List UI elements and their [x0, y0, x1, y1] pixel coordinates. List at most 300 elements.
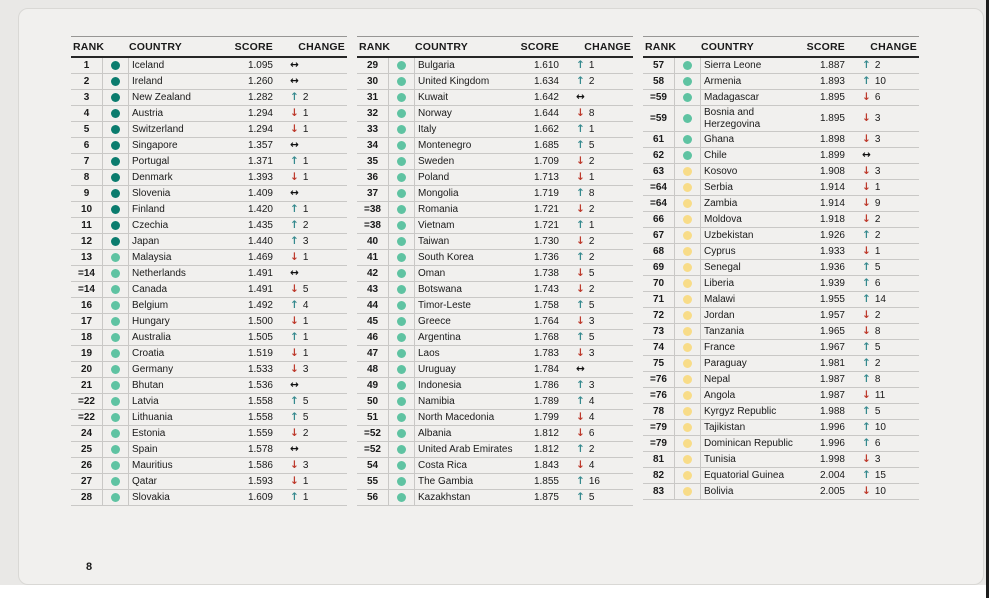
- score-cell: 1.967: [819, 342, 845, 353]
- peace-tier-dot-icon: [683, 77, 692, 86]
- rank-cell: 7: [71, 154, 103, 169]
- change-cell: [559, 252, 633, 263]
- change-value: 16: [588, 476, 600, 487]
- change-value: 1: [302, 476, 309, 487]
- score-cell: 1.768: [533, 332, 559, 343]
- change-value: 1: [302, 348, 309, 359]
- country-cell: Taiwan: [418, 235, 450, 247]
- country-cell: Tanzania: [704, 325, 745, 337]
- country-cell: Switzerland: [132, 123, 184, 135]
- country-cell: Iceland: [132, 59, 165, 71]
- dot-cell: [389, 442, 415, 457]
- peace-tier-dot-icon: [683, 471, 692, 480]
- peace-tier-dot-icon: [683, 407, 692, 416]
- dot-cell: [675, 388, 701, 403]
- table-row: [71, 298, 347, 314]
- change-value: 2: [302, 220, 309, 231]
- change-value: 2: [302, 428, 309, 439]
- rank-cell: 31: [357, 90, 389, 105]
- trend-arrow-icon: ↓: [576, 155, 585, 168]
- table-row: [357, 362, 633, 378]
- trend-arrow-icon: ↔: [290, 187, 299, 200]
- peace-tier-dot-icon: [397, 349, 406, 358]
- country-cell: Paraguay: [704, 357, 747, 369]
- peace-tier-dot-icon: [111, 285, 120, 294]
- rank-cell: 24: [71, 426, 103, 441]
- table-row: [357, 266, 633, 282]
- dot-cell: [675, 260, 701, 275]
- rank-cell: 10: [71, 202, 103, 217]
- score-cell: 1.662: [533, 124, 559, 135]
- peace-tier-dot-icon: [683, 327, 692, 336]
- peace-tier-dot-icon: [111, 189, 120, 198]
- change-cell: [845, 150, 919, 161]
- trend-arrow-icon: ↓: [862, 181, 871, 194]
- change-cell: [559, 92, 633, 103]
- rank-cell: 26: [71, 458, 103, 473]
- dot-cell: [103, 202, 129, 217]
- trend-arrow-icon: ↓: [576, 171, 585, 184]
- dot-cell: [675, 58, 701, 73]
- trend-arrow-icon: ↔: [290, 443, 299, 456]
- table-row: [71, 170, 347, 186]
- score-cell: 1.578: [247, 444, 273, 455]
- score-cell: 1.440: [247, 236, 273, 247]
- header-change-label: CHANGE: [298, 40, 345, 53]
- trend-arrow-icon: ↑: [290, 203, 299, 216]
- header-rank-label: RANK: [359, 40, 391, 53]
- change-cell: [559, 140, 633, 151]
- rank-cell: =38: [357, 202, 389, 217]
- table-row: [643, 484, 919, 500]
- country-cell: New Zealand: [132, 91, 191, 103]
- rank-cell: 16: [71, 298, 103, 313]
- trend-arrow-icon: ↑: [290, 299, 299, 312]
- country-cell: Namibia: [418, 395, 455, 407]
- change-cell: [845, 182, 919, 193]
- score-cell: 1.786: [533, 380, 559, 391]
- table-row: [357, 346, 633, 362]
- header-change-label: CHANGE: [870, 40, 917, 53]
- change-cell: [273, 76, 347, 87]
- peace-tier-dot-icon: [683, 295, 692, 304]
- change-cell: [273, 236, 347, 247]
- dot-cell: [675, 180, 701, 195]
- country-cell: Tunisia: [704, 453, 736, 465]
- country-cell: United Kingdom: [418, 75, 490, 87]
- header-score-label: SCORE: [234, 40, 273, 53]
- peace-tier-dot-icon: [111, 77, 120, 86]
- rank-cell: 58: [643, 74, 675, 89]
- change-cell: [845, 278, 919, 289]
- score-cell: 1.282: [247, 92, 273, 103]
- table-row: [643, 404, 919, 420]
- rank-cell: 49: [357, 378, 389, 393]
- dot-cell: [675, 372, 701, 387]
- country-cell: Botswana: [418, 283, 462, 295]
- score-cell: 1.586: [247, 460, 273, 471]
- tables-row: [71, 36, 919, 506]
- change-value: 1: [302, 204, 309, 215]
- score-cell: 1.789: [533, 396, 559, 407]
- rank-cell: 33: [357, 122, 389, 137]
- peace-tier-dot-icon: [397, 237, 406, 246]
- rank-cell: 17: [71, 314, 103, 329]
- trend-arrow-icon: ↓: [290, 475, 299, 488]
- peace-tier-dot-icon: [111, 253, 120, 262]
- dot-cell: [103, 266, 129, 281]
- change-cell: [273, 140, 347, 151]
- score-cell: 1.721: [533, 204, 559, 215]
- trend-arrow-icon: ↑: [576, 251, 585, 264]
- table-row: [643, 212, 919, 228]
- country-cell: Hungary: [132, 315, 170, 327]
- change-value: 6: [874, 278, 881, 289]
- dot-cell: [389, 90, 415, 105]
- table-row: [71, 426, 347, 442]
- change-cell: [559, 284, 633, 295]
- change-value: 2: [874, 60, 881, 71]
- trend-arrow-icon: ↑: [862, 373, 871, 386]
- score-cell: 1.895: [819, 113, 845, 124]
- rank-cell: 37: [357, 186, 389, 201]
- peace-tier-dot-icon: [683, 359, 692, 368]
- change-value: 9: [874, 198, 881, 209]
- rank-cell: 30: [357, 74, 389, 89]
- dot-cell: [103, 314, 129, 329]
- rank-cell: 25: [71, 442, 103, 457]
- change-cell: [845, 438, 919, 449]
- table-row: [643, 420, 919, 436]
- change-value: 1: [874, 182, 881, 193]
- rank-cell: 67: [643, 228, 675, 243]
- table-row: [71, 282, 347, 298]
- peace-tier-dot-icon: [111, 461, 120, 470]
- peace-tier-dot-icon: [683, 455, 692, 464]
- peace-tier-dot-icon: [683, 61, 692, 70]
- change-value: 10: [874, 422, 886, 433]
- change-value: 1: [588, 220, 595, 231]
- trend-arrow-icon: ↓: [576, 347, 585, 360]
- change-value: 1: [302, 332, 309, 343]
- score-cell: 1.500: [247, 316, 273, 327]
- trend-arrow-icon: ↓: [290, 171, 299, 184]
- dot-cell: [675, 452, 701, 467]
- country-cell: Uzbekistan: [704, 229, 754, 241]
- header-score-label: SCORE: [520, 40, 559, 53]
- trend-arrow-icon: ↑: [576, 379, 585, 392]
- country-cell: Austria: [132, 107, 164, 119]
- peace-tier-dot-icon: [397, 413, 406, 422]
- change-cell: [559, 236, 633, 247]
- trend-arrow-icon: ↔: [290, 139, 299, 152]
- table-row: [643, 340, 919, 356]
- change-cell: [559, 444, 633, 455]
- dot-cell: [675, 468, 701, 483]
- change-cell: [845, 358, 919, 369]
- country-cell: Senegal: [704, 261, 741, 273]
- dot-cell: [389, 154, 415, 169]
- score-cell: 1.558: [247, 396, 273, 407]
- table-row: [357, 250, 633, 266]
- rank-cell: 5: [71, 122, 103, 137]
- rank-cell: 57: [643, 58, 675, 73]
- peace-tier-dot-icon: [111, 333, 120, 342]
- trend-arrow-icon: ↔: [290, 267, 299, 280]
- peace-tier-dot-icon: [111, 397, 120, 406]
- change-value: 6: [874, 438, 881, 449]
- country-cell: Japan: [132, 235, 160, 247]
- peace-tier-dot-icon: [397, 93, 406, 102]
- peace-tier-dot-icon: [111, 381, 120, 390]
- peace-tier-dot-icon: [397, 333, 406, 342]
- score-cell: 2.005: [819, 486, 845, 497]
- trend-arrow-icon: ↑: [862, 293, 871, 306]
- score-cell: 1.933: [819, 246, 845, 257]
- change-cell: [273, 444, 347, 455]
- rank-cell: 72: [643, 308, 675, 323]
- table-row: [357, 378, 633, 394]
- rank-cell: =22: [71, 394, 103, 409]
- rank-cell: 71: [643, 292, 675, 307]
- header-rank-label: RANK: [645, 40, 677, 53]
- dot-cell: [389, 234, 415, 249]
- table-row: [643, 372, 919, 388]
- trend-arrow-icon: ↓: [576, 107, 585, 120]
- change-value: 5: [302, 412, 309, 423]
- change-value: 5: [302, 396, 309, 407]
- change-cell: [559, 332, 633, 343]
- country-cell: Jordan: [704, 309, 735, 321]
- table-header: [643, 36, 919, 58]
- peace-tier-dot-icon: [683, 151, 692, 160]
- score-cell: 1.420: [247, 204, 273, 215]
- change-cell: [845, 76, 919, 87]
- peace-tier-dot-icon: [683, 263, 692, 272]
- dot-cell: [389, 298, 415, 313]
- change-value: 1: [588, 172, 595, 183]
- peace-tier-dot-icon: [111, 157, 120, 166]
- rank-cell: =76: [643, 388, 675, 403]
- country-cell: Bhutan: [132, 379, 164, 391]
- trend-arrow-icon: ↓: [862, 325, 871, 338]
- country-cell: Kuwait: [418, 91, 449, 103]
- trend-arrow-icon: ↓: [862, 453, 871, 466]
- change-value: 2: [588, 252, 595, 263]
- table-row: [357, 234, 633, 250]
- dot-cell: [103, 458, 129, 473]
- table-row: [643, 148, 919, 164]
- change-cell: [845, 230, 919, 241]
- trend-arrow-icon: ↑: [290, 491, 299, 504]
- trend-arrow-icon: ↑: [862, 405, 871, 418]
- change-cell: [559, 460, 633, 471]
- peace-tier-dot-icon: [397, 173, 406, 182]
- dot-cell: [103, 234, 129, 249]
- header-score-label: SCORE: [806, 40, 845, 53]
- dot-cell: [389, 218, 415, 233]
- change-value: 2: [874, 310, 881, 321]
- change-value: 15: [874, 470, 886, 481]
- country-cell: The Gambia: [418, 475, 474, 487]
- trend-arrow-icon: ↑: [576, 123, 585, 136]
- rank-cell: 28: [71, 490, 103, 505]
- trend-arrow-icon: ↓: [290, 123, 299, 136]
- change-cell: [273, 332, 347, 343]
- trend-arrow-icon: ↓: [862, 112, 871, 125]
- change-cell: [273, 348, 347, 359]
- peace-tier-dot-icon: [683, 247, 692, 256]
- rank-cell: 4: [71, 106, 103, 121]
- rank-cell: 81: [643, 452, 675, 467]
- score-cell: 1.784: [533, 364, 559, 375]
- score-cell: 1.491: [247, 268, 273, 279]
- peace-tier-dot-icon: [683, 279, 692, 288]
- trend-arrow-icon: ↑: [290, 411, 299, 424]
- dot-cell: [103, 106, 129, 121]
- change-cell: [273, 252, 347, 263]
- change-value: 2: [588, 156, 595, 167]
- change-value: 5: [874, 342, 881, 353]
- rank-cell: 63: [643, 164, 675, 179]
- change-cell: [559, 476, 633, 487]
- change-value: 5: [874, 406, 881, 417]
- change-cell: [273, 300, 347, 311]
- country-cell: Uruguay: [418, 363, 456, 375]
- header-country-label: COUNTRY: [129, 40, 182, 53]
- peace-tier-dot-icon: [111, 125, 120, 134]
- score-cell: 1.357: [247, 140, 273, 151]
- dot-cell: [103, 378, 129, 393]
- country-cell: Germany: [132, 363, 174, 375]
- table-row: [643, 180, 919, 196]
- table-row: [71, 202, 347, 218]
- country-cell: Tajikistan: [704, 421, 746, 433]
- table-row: [71, 266, 347, 282]
- change-value: 1: [874, 246, 881, 257]
- trend-arrow-icon: ↑: [862, 357, 871, 370]
- trend-arrow-icon: ↑: [576, 219, 585, 232]
- country-cell: Spain: [132, 443, 158, 455]
- peace-tier-dot-icon: [683, 487, 692, 496]
- dot-cell: [389, 346, 415, 361]
- change-value: 1: [302, 108, 309, 119]
- country-cell: Singapore: [132, 139, 178, 151]
- peace-tier-dot-icon: [397, 205, 406, 214]
- change-value: 3: [302, 236, 309, 247]
- country-cell: Bolivia: [704, 485, 734, 497]
- score-cell: 1.719: [533, 188, 559, 199]
- peace-tier-dot-icon: [683, 423, 692, 432]
- score-cell: 1.996: [819, 422, 845, 433]
- dot-cell: [389, 362, 415, 377]
- table-row: [643, 436, 919, 452]
- table-row: [643, 74, 919, 90]
- change-cell: [845, 374, 919, 385]
- peace-tier-dot-icon: [683, 231, 692, 240]
- table-row: [643, 452, 919, 468]
- dot-cell: [675, 276, 701, 291]
- dot-cell: [103, 154, 129, 169]
- peace-tier-dot-icon: [683, 135, 692, 144]
- table-row: [643, 260, 919, 276]
- score-cell: 1.644: [533, 108, 559, 119]
- table-row: [71, 58, 347, 74]
- change-cell: [845, 454, 919, 465]
- trend-arrow-icon: ↑: [576, 475, 585, 488]
- score-cell: 1.393: [247, 172, 273, 183]
- dot-cell: [675, 196, 701, 211]
- table-row: [71, 314, 347, 330]
- change-cell: [845, 92, 919, 103]
- score-cell: 1.988: [819, 406, 845, 417]
- country-cell: Canada: [132, 283, 168, 295]
- header-country-label: COUNTRY: [415, 40, 468, 53]
- rank-cell: 32: [357, 106, 389, 121]
- dot-cell: [389, 170, 415, 185]
- change-cell: [845, 406, 919, 417]
- change-cell: [273, 204, 347, 215]
- change-cell: [273, 460, 347, 471]
- change-value: 2: [874, 358, 881, 369]
- change-value: 5: [874, 262, 881, 273]
- peace-tier-dot-icon: [111, 109, 120, 118]
- table-row: [71, 410, 347, 426]
- table-row: [643, 276, 919, 292]
- trend-arrow-icon: ↓: [290, 315, 299, 328]
- trend-arrow-icon: ↑: [290, 219, 299, 232]
- trend-arrow-icon: ↑: [576, 491, 585, 504]
- peace-tier-dot-icon: [111, 173, 120, 182]
- change-cell: [845, 326, 919, 337]
- country-cell: Indonesia: [418, 379, 462, 391]
- country-cell: Italy: [418, 123, 437, 135]
- dot-cell: [103, 298, 129, 313]
- header-change-label: CHANGE: [584, 40, 631, 53]
- rank-cell: =64: [643, 196, 675, 211]
- score-cell: 1.939: [819, 278, 845, 289]
- score-cell: 1.855: [533, 476, 559, 487]
- score-cell: 1.957: [819, 310, 845, 321]
- dot-cell: [389, 314, 415, 329]
- trend-arrow-icon: ↑: [576, 299, 585, 312]
- country-cell: Kyrgyz Republic: [704, 405, 777, 417]
- peace-tier-dot-icon: [683, 439, 692, 448]
- change-cell: [559, 204, 633, 215]
- rank-cell: =14: [71, 282, 103, 297]
- change-value: 5: [588, 140, 595, 151]
- rank-cell: 18: [71, 330, 103, 345]
- score-cell: 1.610: [533, 60, 559, 71]
- country-cell: Kosovo: [704, 165, 738, 177]
- table-row: [357, 218, 633, 234]
- country-cell: France: [704, 341, 736, 353]
- dot-cell: [389, 122, 415, 137]
- score-cell: 1.409: [247, 188, 273, 199]
- score-cell: 1.505: [247, 332, 273, 343]
- change-value: 3: [874, 113, 881, 124]
- dot-cell: [389, 474, 415, 489]
- peace-tier-dot-icon: [397, 125, 406, 134]
- dot-cell: [389, 138, 415, 153]
- score-cell: 1.783: [533, 348, 559, 359]
- change-cell: [845, 422, 919, 433]
- country-cell: Kazakhstan: [418, 491, 471, 503]
- score-cell: 1.955: [819, 294, 845, 305]
- table-row: [357, 58, 633, 74]
- table-row: [643, 468, 919, 484]
- dot-cell: [103, 218, 129, 233]
